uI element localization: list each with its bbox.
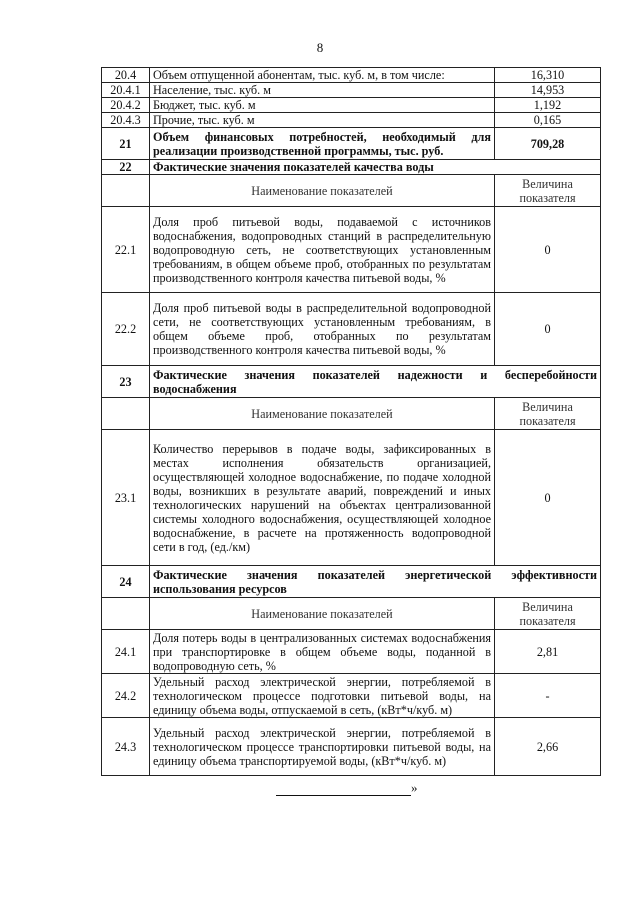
row-number: 22.2 xyxy=(102,293,150,366)
header-empty-cell xyxy=(102,598,150,630)
header-value: Величина показателя xyxy=(495,598,601,630)
row-value: 709,28 xyxy=(495,128,601,160)
section-title: Фактические значения показателей энергетической эффективности использования ресурсов xyxy=(150,566,601,598)
table-row xyxy=(102,674,601,718)
row-value: 0 xyxy=(495,430,601,566)
column-header-row xyxy=(102,598,601,630)
row-text: Доля проб питьевой воды в распределительной водопроводной сети, не соответствующих установленным требованиям, в общем объеме проб, отобранных по результатам производственного контроля качества питьевой воды, % xyxy=(150,293,495,366)
header-value: Величина показателя xyxy=(495,175,601,207)
table-row xyxy=(102,113,601,128)
section-number: 23 xyxy=(102,366,150,398)
section-row xyxy=(102,566,601,598)
section-row xyxy=(102,366,601,398)
row-value: 0,165 xyxy=(495,113,601,128)
row-text: Удельный расход электрической энергии, потребляемой в технологическом процессе подготовки питьевой воды, на единицу объема воды, отпускаемой в сеть, (кВт*ч/куб. м) xyxy=(150,674,495,718)
row-number: 24.3 xyxy=(102,718,150,776)
table-row xyxy=(102,68,601,83)
section-number: 22 xyxy=(102,160,150,175)
table-row xyxy=(102,630,601,674)
row-number: 20.4 xyxy=(102,68,150,83)
closing-quote: » xyxy=(411,780,418,795)
column-header-row xyxy=(102,398,601,430)
row-value: - xyxy=(495,674,601,718)
closing-line xyxy=(276,780,436,796)
header-value: Величина показателя xyxy=(495,398,601,430)
section-title: Фактические значения показателей надежности и бесперебойности водоснабжения xyxy=(150,366,601,398)
row-text: Объем финансовых потребностей, необходимый для реализации производственной программы, тыс. руб. xyxy=(150,128,495,160)
row-text: Бюджет, тыс. куб. м xyxy=(150,98,495,113)
column-header-row xyxy=(102,175,601,207)
table-row xyxy=(102,207,601,293)
row-value: 2,81 xyxy=(495,630,601,674)
page-number: 8 xyxy=(316,40,324,55)
table-row xyxy=(102,293,601,366)
row-value: 16,310 xyxy=(495,68,601,83)
row-number: 24.2 xyxy=(102,674,150,718)
section-row xyxy=(102,160,601,175)
table-row xyxy=(102,718,601,776)
row-number: 20.4.3 xyxy=(102,113,150,128)
row-number: 20.4.2 xyxy=(102,98,150,113)
row-value: 0 xyxy=(495,207,601,293)
indicators-table xyxy=(101,67,601,776)
table-row xyxy=(102,430,601,566)
row-value: 0 xyxy=(495,293,601,366)
row-number: 23.1 xyxy=(102,430,150,566)
table-row xyxy=(102,128,601,160)
row-number: 21 xyxy=(102,128,150,160)
row-text: Количество перерывов в подаче воды, зафиксированных в местах исполнения обязательств организацией, осуществляющей холодное водоснабжение, по подаче холодной воды, возникших в результате аварий, повреждений и иных технологических нарушений на объектах централизованной системы холодного водоснабжения, осуществляющей холодное водоснабжение, в расчете на протяженность водопроводной сети в год, (ед./км) xyxy=(150,430,495,566)
row-text: Удельный расход электрической энергии, потребляемой в технологическом процессе транспортировки питьевой воды, на единицу объема транспортируемой воды, (кВт*ч/куб. м) xyxy=(150,718,495,776)
header-name: Наименование показателей xyxy=(150,598,495,630)
header-name: Наименование показателей xyxy=(150,175,495,207)
header-empty-cell xyxy=(102,398,150,430)
table-row xyxy=(102,83,601,98)
header-name: Наименование показателей xyxy=(150,398,495,430)
row-value: 1,192 xyxy=(495,98,601,113)
row-text: Население, тыс. куб. м xyxy=(150,83,495,98)
signature-underline xyxy=(276,783,411,796)
row-text: Прочие, тыс. куб. м xyxy=(150,113,495,128)
header-empty-cell xyxy=(102,175,150,207)
row-number: 20.4.1 xyxy=(102,83,150,98)
row-text: Объем отпущенной абонентам, тыс. куб. м, в том числе: xyxy=(150,68,495,83)
row-value: 14,953 xyxy=(495,83,601,98)
section-title: Фактические значения показателей качества воды xyxy=(150,160,601,175)
row-text: Доля потерь воды в централизованных системах водоснабжения при транспортировке в общем объеме воды, поданной в водопроводную сеть, % xyxy=(150,630,495,674)
table-row xyxy=(102,98,601,113)
row-number: 24.1 xyxy=(102,630,150,674)
section-number: 24 xyxy=(102,566,150,598)
row-value: 2,66 xyxy=(495,718,601,776)
row-text: Доля проб питьевой воды, подаваемой с источников водоснабжения, водопроводных станций в распределительную водопроводную сеть, не соответствующих установленным требованиям, в общем объеме проб, отобранных по результатам производственного контроля качества питьевой воды, % xyxy=(150,207,495,293)
row-number: 22.1 xyxy=(102,207,150,293)
